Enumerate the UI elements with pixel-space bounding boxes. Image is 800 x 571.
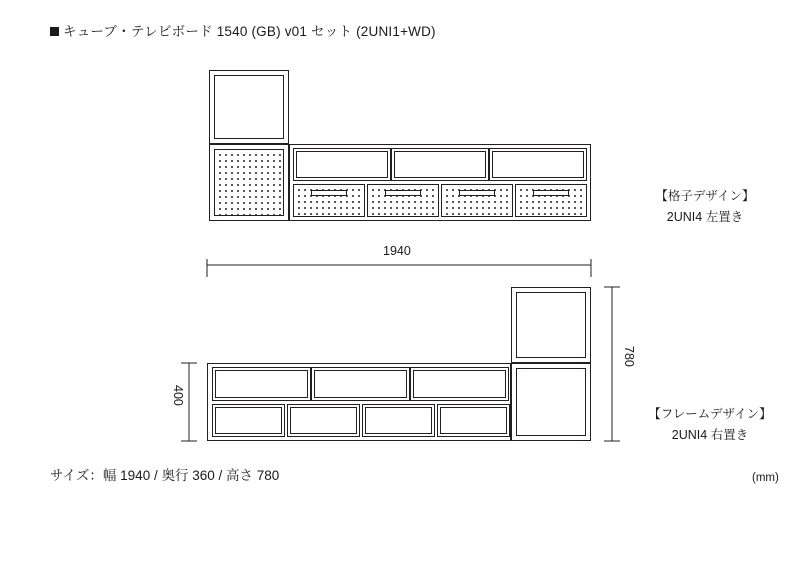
dimension-low-height-label: 400	[171, 385, 185, 406]
bottom-view-label-line2: 2UNI4 右置き	[671, 428, 749, 443]
unit-label: (mm)	[752, 472, 779, 484]
top-view-label-line1: 【格子デザイン】	[655, 189, 755, 203]
bottom-view-label-line1: 【フレームデザイン】	[648, 407, 772, 421]
size-summary: サイズ：幅 1940 / 奥行 360 / 高さ 780	[50, 468, 280, 483]
dimension-width-label: 1940	[383, 244, 411, 258]
dimension-height-label: 780	[622, 346, 636, 367]
page-title-text: キューブ・テレビボード 1540 (GB) v01 セット (2UNI1+WD)	[63, 24, 436, 39]
top-view-label-line2: 2UNI4 左置き	[666, 210, 744, 225]
